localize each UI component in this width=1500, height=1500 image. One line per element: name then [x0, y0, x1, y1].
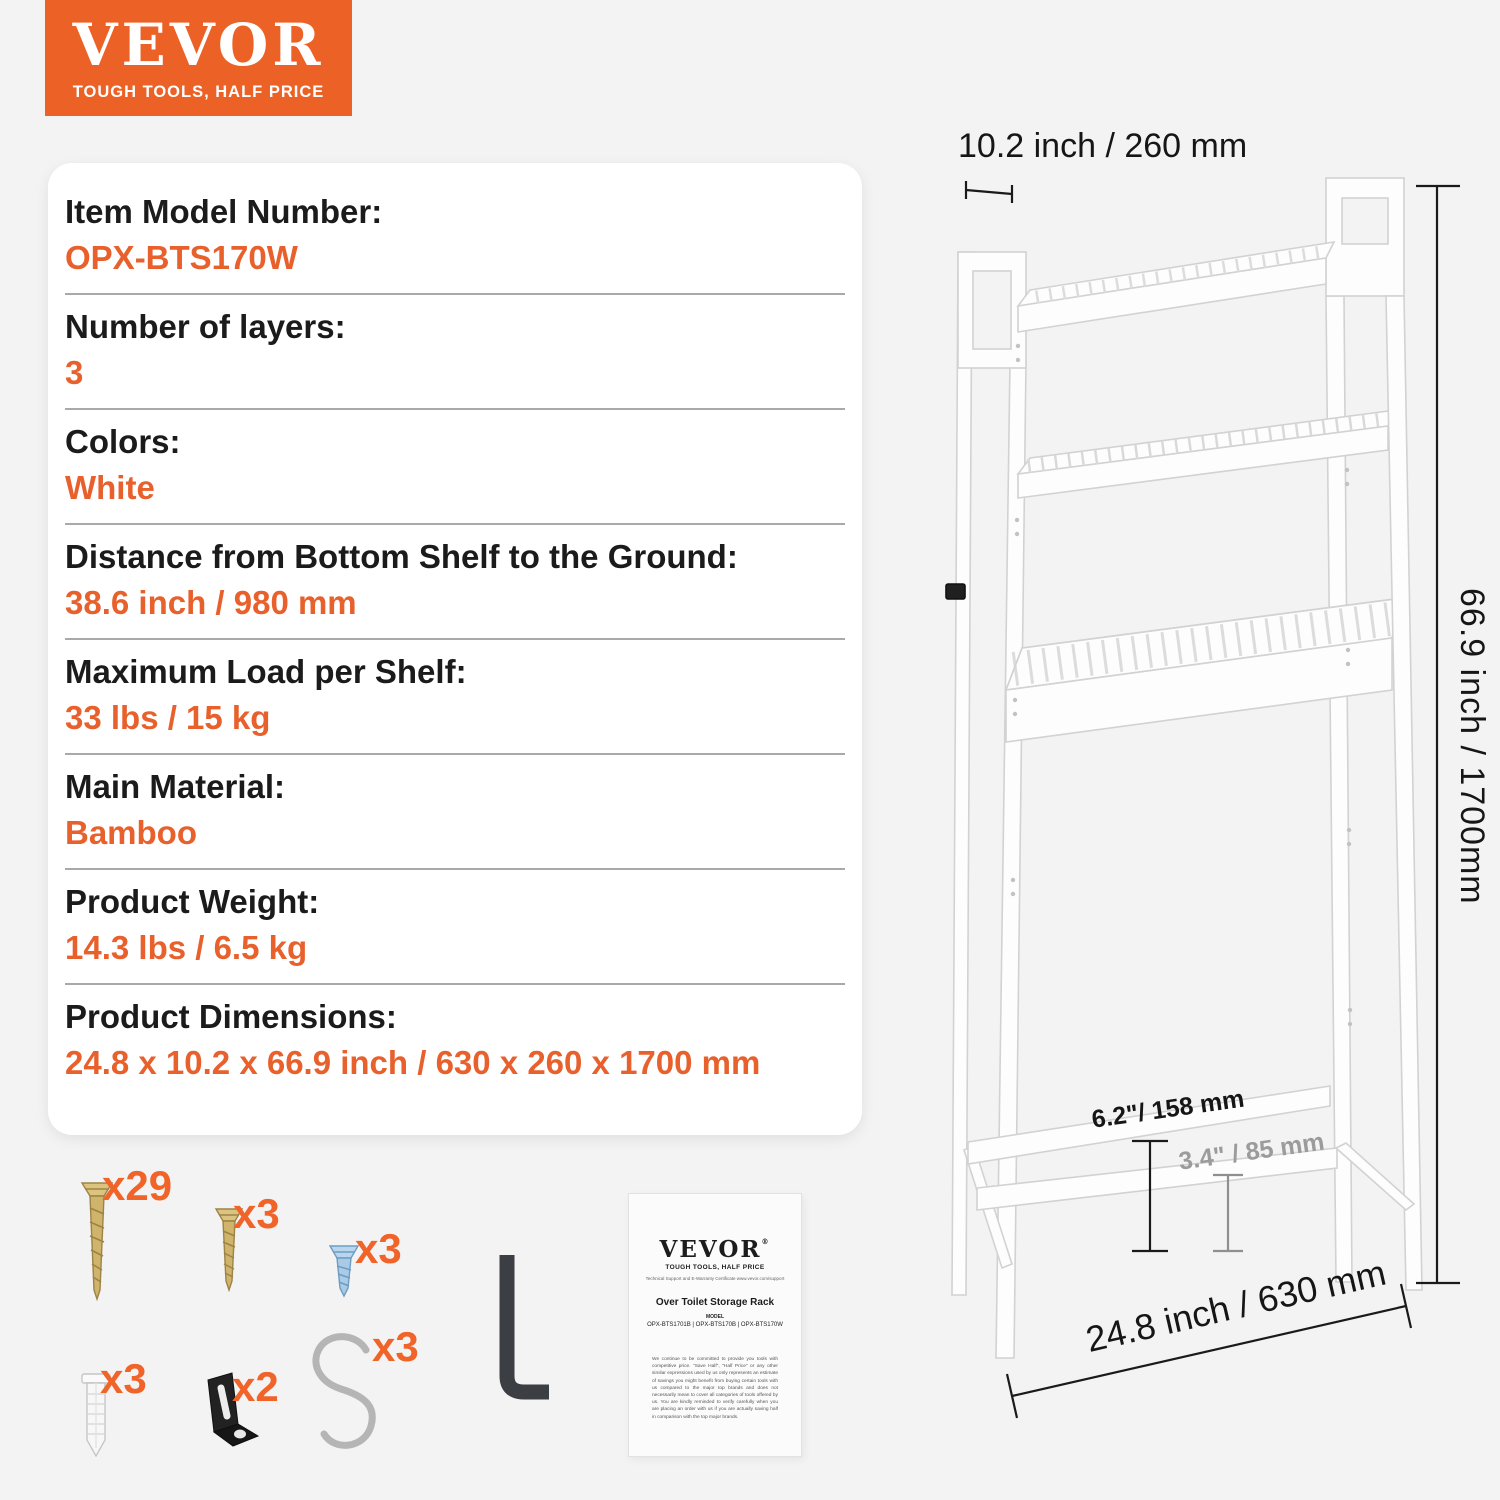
registered-mark: ®	[761, 1237, 771, 1246]
bottom-width-dimension-label: 24.8 inch / 630 mm	[1082, 1251, 1390, 1360]
small-blue-screw-icon	[330, 1246, 358, 1296]
spec-value: White	[65, 469, 155, 506]
spec-label: Maximum Load per Shelf:	[65, 653, 467, 690]
spec-value: 33 lbs / 15 kg	[65, 699, 271, 736]
spec-label: Distance from Bottom Shelf to the Ground:	[65, 538, 738, 575]
spec-label: Product Dimensions:	[65, 998, 397, 1035]
spec-label: Number of layers:	[65, 308, 346, 345]
top-width-dimension-label: 10.2 inch / 260 mm	[958, 127, 1248, 165]
brand-tagline: TOUGH TOOLS, HALF PRICE	[72, 83, 325, 101]
spec-label: Main Material:	[65, 768, 286, 805]
spec-row-material	[65, 755, 845, 868]
shelf-gap-dimension-label: 6.2"/ 158 mm	[1090, 1084, 1247, 1134]
instruction-manual	[628, 1193, 802, 1457]
spec-label: Item Model Number:	[65, 193, 383, 230]
shelf-gap-dimension-line	[1132, 1141, 1168, 1251]
spec-row-max-load	[65, 640, 845, 753]
spec-value: 24.8 x 10.2 x 66.9 inch / 630 x 260 x 1700 mm	[65, 1044, 761, 1081]
spec-value: 3	[65, 354, 84, 391]
rack-shelf-top	[1018, 242, 1334, 332]
spec-label: Product Weight:	[65, 883, 320, 920]
anti-tip-bracket-icon	[946, 584, 965, 599]
spec-row-layers	[65, 295, 845, 408]
spec-row-shelf-distance	[65, 525, 845, 638]
allen-key-icon	[507, 1255, 549, 1392]
manual-models: OPX-BTS1701B | OPX-BTS170B | OPX-BTS170W	[647, 1322, 783, 1328]
manual-disclaimer: We continue to be committed to provide you tools with competitive price. "Save Half", "Half Price" or any other similar expressions used by us only represents an estimate of savings you might benefit from buying certain tools with us compared to the major top brands and does not necessarily mean to cover all categories of tools offered by us. You are kindly reminded to verify carefully when you are placing an order with us if you are actually saving half in comparison with the top major brands.	[652, 1357, 778, 1420]
leg-gap-dimension-line	[1213, 1175, 1243, 1251]
spec-card	[48, 163, 862, 1135]
leg-gap-dimension-label: 3.4" / 85 mm	[1177, 1127, 1327, 1176]
spec-value: 14.3 lbs / 6.5 kg	[65, 929, 308, 966]
spec-row-weight	[65, 870, 845, 983]
spec-row-colors	[65, 410, 845, 523]
manual-tagline: TOUGH TOOLS, HALF PRICE	[665, 1264, 765, 1271]
brand-logo	[45, 0, 352, 116]
manual-brand: VEVOR®	[659, 1236, 771, 1263]
spec-value: Bamboo	[65, 814, 197, 851]
manual-support-line: Technical Support and E-Warranty Certificate www.vevor.com/support	[645, 1276, 785, 1281]
manual-title: Over Toilet Storage Rack	[655, 1297, 775, 1308]
manual-model-label: MODEL	[705, 1314, 725, 1320]
wall-anchor-count: x3	[100, 1355, 147, 1402]
spec-row-model	[65, 180, 845, 293]
brand-name: VEVOR	[72, 11, 325, 79]
height-dimension-label: 66.9 inch / 1700mm	[1453, 588, 1491, 905]
medium-screw-count: x3	[233, 1190, 280, 1237]
s-hook-count: x3	[372, 1323, 419, 1370]
spec-row-dimensions	[65, 985, 845, 1098]
spec-value: OPX-BTS170W	[65, 239, 298, 276]
spec-label: Colors:	[65, 423, 181, 460]
top-width-dimension-line	[966, 181, 1012, 203]
small-blue-screw-count: x3	[355, 1225, 402, 1272]
spec-value: 38.6 inch / 980 mm	[65, 584, 357, 621]
long-screw-count: x29	[102, 1162, 173, 1209]
corner-bracket-count: x2	[232, 1363, 279, 1410]
s-hook-icon	[316, 1337, 372, 1446]
